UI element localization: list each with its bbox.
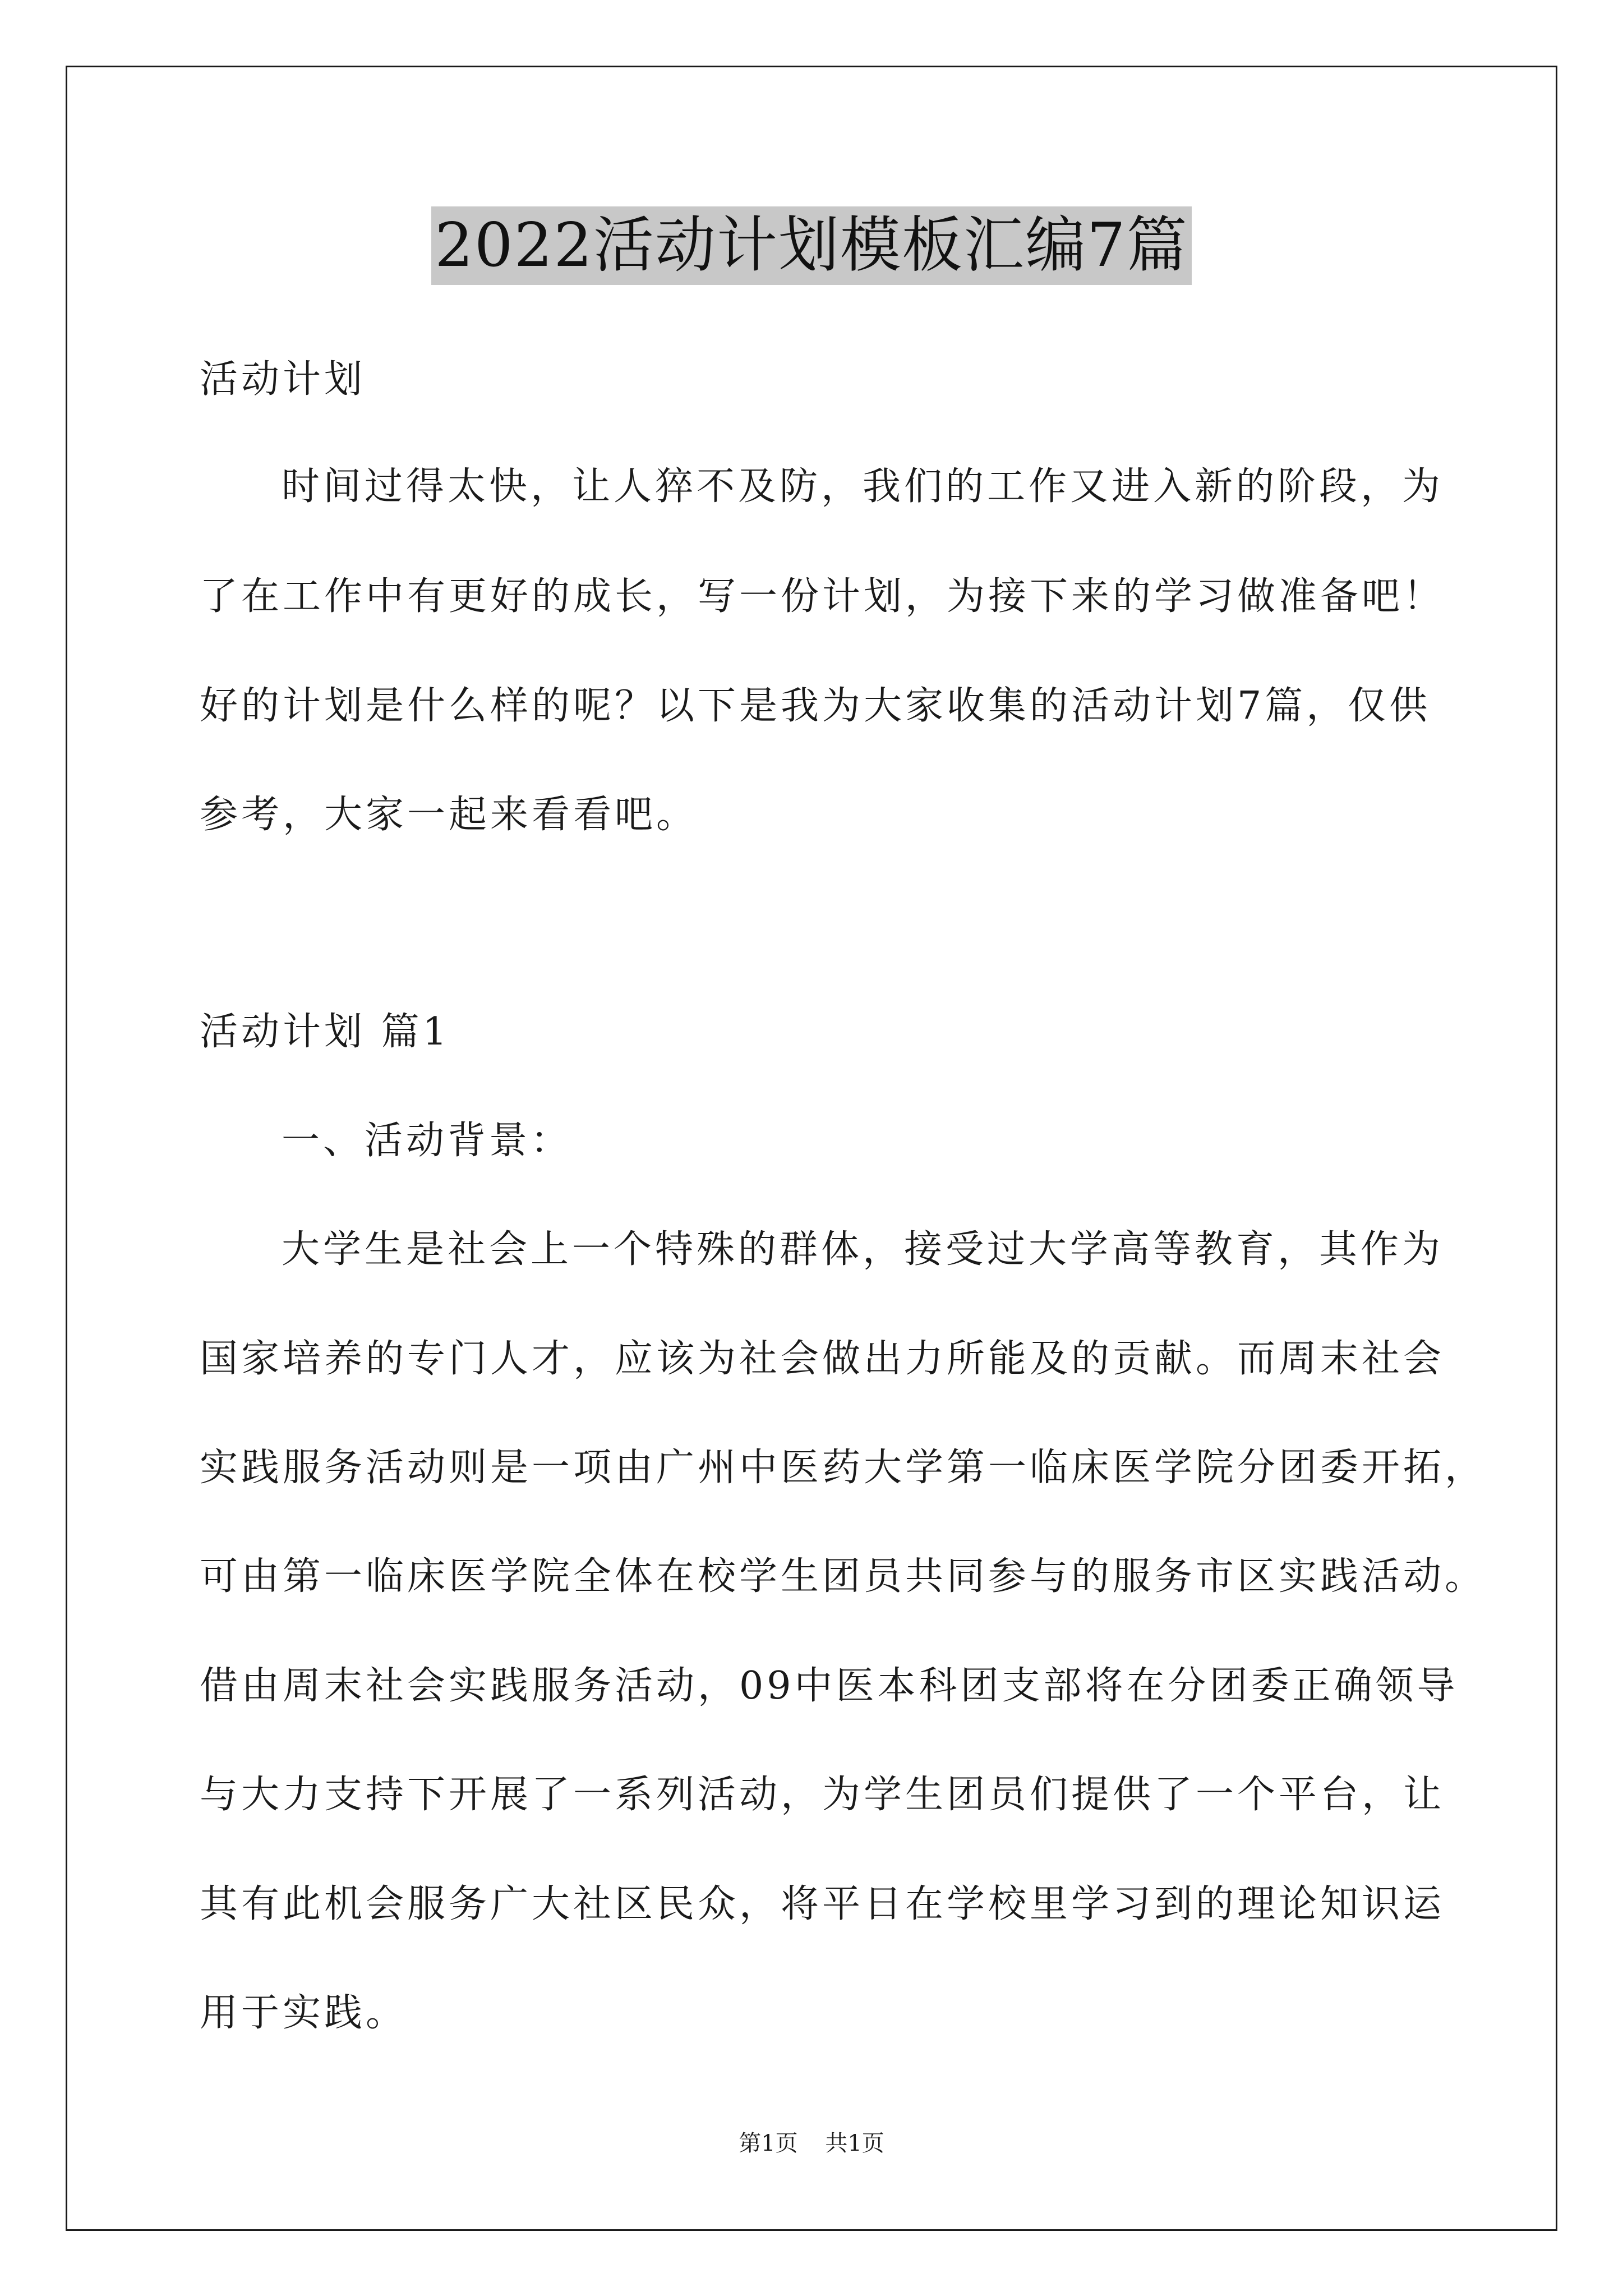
section-heading: 活动计划 篇1	[200, 1010, 450, 1054]
page-footer	[0, 2128, 1623, 2159]
subsection-heading: 一、活动背景：	[282, 1119, 573, 1163]
intro-line: 好的计划是什么样的呢？以下是我为大家收集的活动计划7篇，仅供	[200, 684, 1431, 728]
page-total: 共1页	[825, 2131, 884, 2156]
body-line: 实践服务活动则是一项由广州中医药大学第一临床医学院分团委开拓，	[200, 1446, 1487, 1490]
page-number: 第1页	[739, 2131, 798, 2156]
intro-line: 参考，大家一起来看看吧。	[200, 793, 698, 837]
body-line: 其有此机会服务广大社区民众，将平日在学校里学习到的理论知识运	[200, 1882, 1445, 1926]
body-line: 借由周末社会实践服务活动，09中医本科团支部将在分团委正确领导	[200, 1664, 1459, 1708]
body-line: 国家培养的专门人才，应该为社会做出力所能及的贡献。而周末社会	[200, 1337, 1445, 1381]
body-line: 大学生是社会上一个特殊的群体，接受过大学高等教育，其作为	[282, 1227, 1444, 1272]
body-line: 用于实践。	[200, 1991, 408, 2035]
title-block	[0, 206, 1623, 285]
body-line: 与大力支持下开展了一系列活动，为学生团员们提供了一个平台，让	[200, 1773, 1445, 1817]
document-title: 2022活动计划模板汇编7篇	[431, 206, 1192, 285]
body-line: 可由第一临床医学院全体在校学生团员共同参与的服务市区实践活动。	[200, 1554, 1487, 1599]
intro-line: 时间过得太快，让人猝不及防，我们的工作又进入新的阶段，为	[282, 464, 1444, 509]
intro-line: 了在工作中有更好的成长，写一份计划，为接下来的学习做准备吧！	[200, 574, 1445, 619]
section-heading: 活动计划	[200, 357, 366, 402]
